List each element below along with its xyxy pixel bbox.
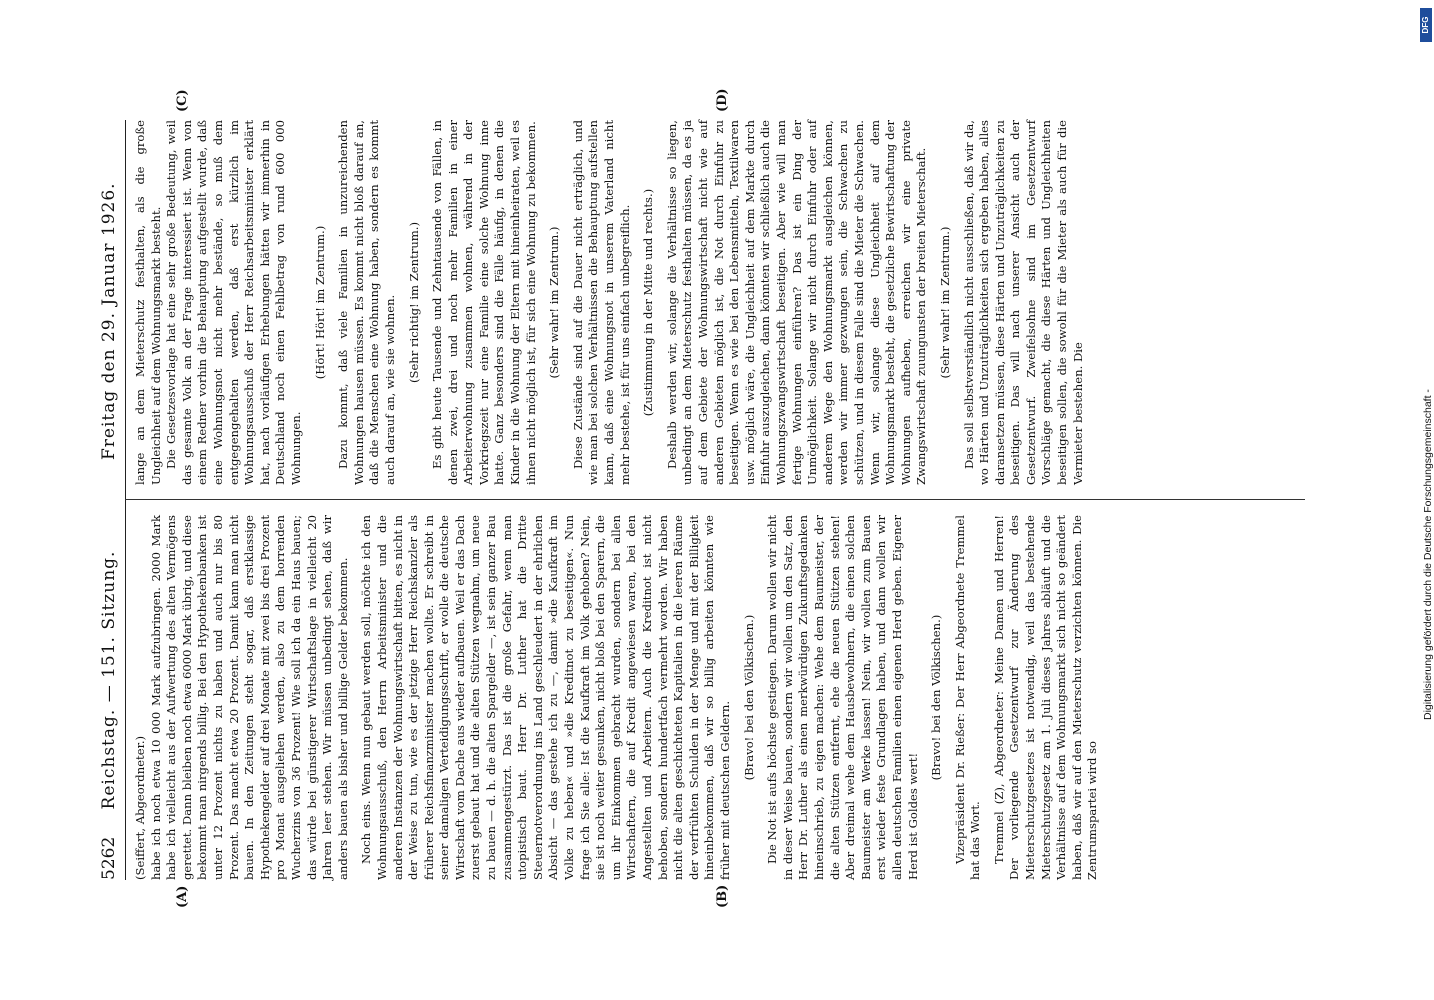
interjection: (Bravo! bei den Völkischen.) bbox=[741, 614, 756, 781]
page-header bbox=[95, 120, 126, 880]
interjection: (Sehr richtig! im Zentrum.) bbox=[406, 222, 421, 384]
right-column bbox=[133, 120, 1313, 485]
margin-letter-b: (B) bbox=[715, 884, 730, 908]
session-date: Freitag den 29. Januar 1926. bbox=[99, 182, 119, 460]
interjection: (Hört! Hört! im Zentrum.) bbox=[312, 225, 327, 380]
paragraph: Deshalb werden wir, solange die Verhältnisse so liegen, unbedingt an dem Mieterschutz festhalten müssen, da es ja auf dem Gebiete der Wohnungswirtschaft nicht wie auf anderen Gebieten möglich ist, die Not durch Einfuhr zu beseitigen. Wenn es wie bei den Lebensmitteln, Textilwaren usw. möglich wäre, die Ungleichheit auf dem Markte durch Einfuhr auszugleichen, dann könnten wir schließlich auch die Wohnungszwangswirtschaft beseitigen. Aber wie will man fertige Wohnungen einführen? Das ist ein Ding der Unmöglichkeit. Solange wir nicht durch Einfuhr oder auf anderem Wege den Wohnungsmarkt ausgleichen können, werden wir immer gezwungen sein, die Schwachen zu schützen, und in diesem Falle sind die Mieter die Schwachen. Wenn wir, solange diese Ungleichheit auf dem Wohnungsmarkt besteht, die gesetzliche Bewirtschaftung der Wohnungen aufheben, erreichen wir eine private Zwangswirtschaft zuungunsten der breiten Mieterschaft. bbox=[664, 120, 929, 485]
margin-letter-c: (C) bbox=[175, 89, 190, 112]
presiding-remark: Vizepräsident Dr. Rießer: Der Herr Abgeordnete Tremmel hat das Wort. bbox=[952, 515, 983, 880]
dfg-logo-text: DFG bbox=[1421, 16, 1430, 34]
digitization-sidebar bbox=[1418, 0, 1434, 1000]
paragraph: habe ich noch etwa 10 000 Mark aufzubringen. 2000 Mark habe ich vielleicht aus der Aufwertung des alten Vermögens gerettet. Dann bleiben noch etwa 6000 Mark übrig, und diese bekommt man nirgends billig. Bei den Hypothekenbanken ist unter 12 Prozent nichts zu haben und auch nur bis 80 Prozent. Das macht etwa 20 Prozent. Damit kann man nicht bauen. In den Zeitungen steht sogar, daß erstklassige Hypothekengelder auf drei Monate mit zwei bis drei Prozent pro Monat ausgeliehen werden, also zu dem horrenden Wucherzins von 36 Prozent! Wie soll ich da ein Haus bauen; das würde bei günstigerer Wirtschaftslage in vielleicht 20 Jahren leer stehen. Wir müssen unbedingt sehen, daß wir anders bauen als bisher und billige Gelder bekommen. bbox=[148, 515, 350, 880]
paragraph: Diese Zustände sind auf die Dauer nicht erträglich, und wie man bei solchen Verhältnissen die Behauptung aufstellen kann, daß eine Wohnungsnot in unserem Vaterland nicht mehr bestehe, ist für uns einfach unbegreiflich. bbox=[570, 120, 632, 485]
interjection: (Zustimmung in der Mitte und rechts.) bbox=[641, 188, 656, 417]
speech-start: Tremmel (Z), Abgeordneter: Meine Damen und Herren! Der vorliegende Gesetzentwurf zur Änderung des Mieterschutzgesetzes ist notwendig, weil das bestehende Mieterschutzgesetz am 1. Juli dieses Jahres abläuft und die Verhältnisse auf dem Wohnungsmarkt sich nicht so geändert haben, daß wir auf den Mieterschutz verzichten können. Die Zentrumspartei wird so bbox=[991, 515, 1100, 880]
dfg-logo bbox=[1420, 8, 1432, 42]
paragraph: lange an dem Mieterschutz festhalten, als die große Ungleichheit auf dem Wohnungsmarkt besteht. bbox=[133, 120, 163, 485]
paragraph: Die Not ist aufs höchste gestiegen. Darum wollen wir nicht in dieser Weise bauen, sondern wir wollen um den Satz, den Herr Dr. Luther als einen merkwürdigen Zukunftsgedanken hineinschrieb, zu eigen machen: Wehe dem Baumeister, der die alten Stützen entfernt, ehe die neuen Stützen stehen! Aber dreimal wehe dem Hausbewohnern, die einen solchen Baumeister am Werke lassen! Nein, wir wollen zum Bauen erst wieder feste Grundlagen haben, und dann wollen wir allen deutschen Familien einen eigenen Herd geben. Eigener Herd ist Goldes wert! bbox=[765, 515, 920, 880]
paragraph: Dazu kommt, daß viele Familien in unzureichenden Wohnungen hausen müssen. Es kommt nicht bloß darauf an, daß die Menschen eine Wohnung haben, sondern es kommt auch darauf an, wie sie wohnen. bbox=[336, 120, 397, 485]
interjection: (Sehr wahr! im Zentrum.) bbox=[937, 226, 952, 379]
interjection: (Sehr wahr! im Zentrum.) bbox=[547, 226, 562, 379]
column-divider bbox=[125, 499, 1305, 500]
left-column bbox=[133, 515, 1313, 880]
margin-letter-d: (D) bbox=[715, 88, 730, 112]
speaker-continuation: (Seiffert, Abgeordneter.) bbox=[133, 735, 147, 880]
interjection: (Bravo! bei den Völkischen.) bbox=[929, 614, 944, 781]
paragraph: Das soll selbstverständlich nicht ausschließen, daß wir da, wo Härten und Unzuträglichkeiten sich ergeben haben, alles daransetzen müssen, diese Härten und Unzuträglichkeiten zu beseitigen. Das will nach unserer Ansicht auch der Gesetzentwurf. Zweifelsohne sind im Gesetzentwurf Vorschläge gemacht, die diese Härten und Ungleichheiten beseitigen sollen, die sowohl für die Mieter als auch für die Vermieter bestehen. Die bbox=[961, 120, 1085, 485]
paragraph: Es gibt heute Tausende und Zehntausende von Fällen, in denen zwei, drei und noch mehr Familien in einer Arbeiterwohnung zusammen wohnen, während in der Vorkriegszeit nur eine Familie eine solche Wohnung inne hatte. Ganz besonders sind die Fälle häufig, in denen die Kinder in die Wohnung der Eltern mit hineinheiraten, weil es ihnen nicht möglich ist, für sich eine Wohnung zu bekommen. bbox=[430, 120, 538, 485]
dfg-credit: Digitalisierung gefördert durch die Deutsche Forschungsgemeinschaft - bbox=[1422, 389, 1434, 720]
session-title: Reichstag. — 151. Sitzung. bbox=[99, 550, 119, 810]
margin-letter-a: (A) bbox=[175, 885, 190, 908]
paragraph: Noch eins. Wenn nun gebaut werden soll, möchte ich den Wohnungsausschuß, den Herrn Arbeitsminister und die anderen Instanzen der Wohnungswirtschaft bitten, es nicht in der Weise zu tun, wie es der jetzige Herr Reichskanzler als früherer Reichsfinanzminister machen wollte. Er schreibt in seiner damaligen Verteidigungsschrift, er wolle die deutsche Wirtschaft vom Dache aus wieder aufbauen. Weil er das Dach zuerst gebaut hat und die alten Stützen wegnahm, um neue zu bauen — d. h. die alten Spargelder —, ist sein ganzer Bau zusammengestürzt. Das ist die große Gefahr, wenn man utopistisch baut. Herr Dr. Luther hat die Dritte Steuernotverordnung ins Land geschleudert in der ehrlichen Absicht — das gestehe ich zu —, damit »die Kaufkraft im Volke zu heben« und »die Kreditnot zu beseitigen«. Nun frage ich Sie alle: Ist die Kaufkraft im Volk gehoben? Nein, sie ist noch weiter gesunken, nicht bloß bei den Sparern, die um ihr Einkommen gebracht wurden, sondern bei allen Wirtschaftern, die auf Kredit angewiesen waren, bei den Angestellten und Arbeitern. Auch die Kreditnot ist nicht behoben, sondern hundertfach vermehrt worden. Wir haben nicht die alten geschichteten Kapitalien in die leeren Räume der verfrühten Schulden in der Menge und mit der Billigkeit hineinbekommen, daß wir so billig arbeiten könnten wie früher mit deutschen Geldern. bbox=[359, 515, 732, 880]
paragraph: Die Gesetzesvorlage hat eine sehr große Bedeutung, weil das gesamte Volk an der Frage interessiert ist. Wenn von einem Redner vorhin die Behauptung aufgestellt wurde, daß eine Wohnungsnot nicht mehr bestände, so muß dem entgegengehalten werden, daß erst kürzlich im Wohnungsausschuß der Herr Reichsarbeitsminister erklärt hat, nach vorläufigen Erhebungen hätten wir immerhin in Deutschland noch einen Fehlbetrag von rund 600 000 Wohnungen. bbox=[164, 120, 303, 485]
page bbox=[95, 88, 1315, 908]
page-number: 5262 bbox=[99, 836, 119, 880]
